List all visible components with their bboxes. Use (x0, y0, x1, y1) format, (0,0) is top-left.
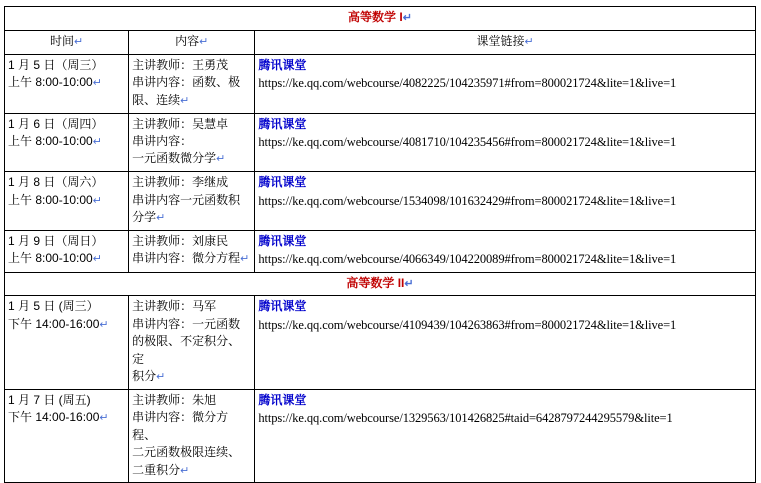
pilcrow-icon: ↵ (240, 253, 250, 266)
table-row (5, 113, 756, 172)
time-line: 1 月 8 日（周六） (8, 175, 104, 190)
content-line: 主讲教师：马军 (132, 299, 217, 314)
section-title-row (5, 7, 756, 31)
pilcrow-icon: ↵ (92, 253, 102, 266)
tencent-classroom-label[interactable]: 腾讯课堂 (258, 299, 307, 314)
time-line: 1 月 7 日 (周五) (8, 392, 91, 407)
content-line: 二元函数极限连续、 (132, 445, 241, 460)
cell-content (129, 296, 255, 390)
time-line: 1 月 5 日 (周三） (8, 299, 99, 314)
pilcrow-icon: ↵ (73, 35, 84, 48)
cell-time (5, 54, 129, 113)
content-line: 主讲教师：王勇茂 (132, 57, 229, 72)
cell-link (255, 54, 756, 113)
tencent-classroom-label[interactable]: 腾讯课堂 (258, 175, 307, 190)
content-line: 主讲教师：吴慧卓 (132, 116, 229, 131)
content-line: 主讲教师：李继成 (132, 175, 229, 190)
time-line: 上午 8:00-10:00 (8, 133, 93, 148)
section-title-cell (5, 272, 756, 296)
course-link-url[interactable]: https://ke.qq.com/webcourse/4109439/104263863#from=800021724&lite=1&live=1 (258, 317, 677, 332)
content-line: 主讲教师：刘康民 (132, 234, 229, 249)
table-row (5, 389, 756, 483)
content-line: 的极限、不定积分、定 (132, 334, 241, 366)
time-line-wrap (8, 133, 125, 151)
column-header-time (5, 30, 129, 54)
pilcrow-icon: ↵ (402, 12, 412, 24)
content-line: 分学 (132, 210, 157, 225)
content-line-wrap (132, 150, 251, 168)
pilcrow-icon: ↵ (404, 277, 414, 290)
time-line: 1 月 5 日（周三） (8, 57, 104, 72)
tencent-classroom-label[interactable]: 腾讯课堂 (258, 234, 307, 249)
column-header-content (129, 30, 255, 54)
time-line: 下午 14:00-16:00 (8, 316, 100, 331)
content-line: 串讲内容：微分方程 (132, 251, 241, 266)
time-line: 1 月 9 日（周日） (8, 234, 104, 249)
pilcrow-icon: ↵ (180, 94, 190, 107)
course-link-url[interactable]: https://ke.qq.com/webcourse/4082225/104235971#from=800021724&lite=1&live=1 (258, 76, 677, 91)
cell-time (5, 172, 129, 231)
table-row (5, 296, 756, 390)
cell-link (255, 389, 756, 483)
content-line: 串讲内容：函数、极 (132, 75, 241, 90)
cell-link (255, 296, 756, 390)
time-line: 上午 8:00-10:00 (8, 251, 93, 266)
pilcrow-icon: ↵ (92, 77, 102, 90)
pilcrow-icon: ↵ (156, 212, 166, 225)
tencent-classroom-label[interactable]: 腾讯课堂 (258, 116, 307, 131)
cell-link (255, 231, 756, 273)
pilcrow-icon: ↵ (524, 35, 534, 48)
content-line: 一元函数微分学 (132, 151, 217, 166)
pilcrow-icon: ↵ (99, 412, 109, 425)
cell-link (255, 172, 756, 231)
cell-content (129, 113, 255, 172)
cell-time (5, 389, 129, 483)
content-line-wrap (132, 92, 251, 110)
section-title-row (5, 272, 756, 296)
time-line: 上午 8:00-10:00 (8, 75, 93, 90)
pilcrow-icon: ↵ (92, 194, 102, 207)
section-title-text: 高等数学 I (348, 10, 403, 24)
time-line-wrap (8, 316, 125, 334)
section-title-cell (5, 7, 756, 31)
column-header-content-text: 内容 (175, 33, 200, 48)
content-line: 积分 (132, 369, 157, 384)
time-line: 下午 14:00-16:00 (8, 410, 100, 425)
section-title-text: 高等数学 II (346, 275, 405, 290)
content-line: 二重积分 (132, 462, 181, 477)
time-line-wrap (8, 409, 125, 427)
time-line-wrap (8, 192, 125, 210)
cell-content (129, 54, 255, 113)
pilcrow-icon: ↵ (156, 371, 166, 384)
content-line-wrap (132, 209, 251, 227)
table-row (5, 54, 756, 113)
course-link-url[interactable]: https://ke.qq.com/webcourse/1534098/101632429#from=800021724&lite=1&live=1 (258, 193, 677, 208)
content-line: 串讲内容一元函数积 (132, 192, 241, 207)
table-body (5, 7, 756, 483)
tencent-classroom-label[interactable]: 腾讯课堂 (258, 57, 307, 72)
pilcrow-icon: ↵ (92, 135, 102, 148)
time-line: 上午 8:00-10:00 (8, 192, 93, 207)
cell-content (129, 389, 255, 483)
column-header-time-text: 时间 (49, 33, 74, 48)
content-line: 串讲内容：一元函数 (132, 316, 241, 331)
content-line: 串讲内容：微分方程、 (132, 410, 229, 442)
table-row (5, 231, 756, 273)
table-header-row (5, 30, 756, 54)
column-header-link-text: 课堂链接 (476, 33, 525, 48)
time-line-wrap (8, 250, 125, 268)
column-header-link (255, 30, 756, 54)
content-line-wrap (132, 462, 251, 480)
content-line-wrap (132, 250, 251, 268)
content-line: 限、连续 (132, 92, 181, 107)
table-row (5, 172, 756, 231)
content-line: 主讲教师：朱旭 (132, 392, 217, 407)
tencent-classroom-label[interactable]: 腾讯课堂 (258, 392, 307, 407)
pilcrow-icon: ↵ (99, 318, 109, 331)
schedule-table (4, 6, 756, 483)
course-link-url[interactable]: https://ke.qq.com/webcourse/4081710/104235456#from=800021724&lite=1&live=1 (258, 134, 677, 149)
cell-time (5, 296, 129, 390)
course-link-url[interactable]: https://ke.qq.com/webcourse/1329563/101426825#taid=6428797244295579&lite=1 (258, 411, 673, 426)
cell-content (129, 231, 255, 273)
pilcrow-icon: ↵ (180, 464, 190, 477)
course-link-url[interactable]: https://ke.qq.com/webcourse/4066349/104220089#from=800021724&lite=1&live=1 (258, 252, 677, 267)
cell-time (5, 231, 129, 273)
cell-link (255, 113, 756, 172)
time-line-wrap (8, 74, 125, 92)
pilcrow-icon: ↵ (216, 153, 226, 166)
cell-time (5, 113, 129, 172)
cell-content (129, 172, 255, 231)
time-line: 1 月 6 日（周四） (8, 116, 104, 131)
pilcrow-icon: ↵ (199, 35, 209, 48)
content-line-wrap (132, 368, 251, 386)
content-line: 串讲内容： (132, 133, 193, 148)
